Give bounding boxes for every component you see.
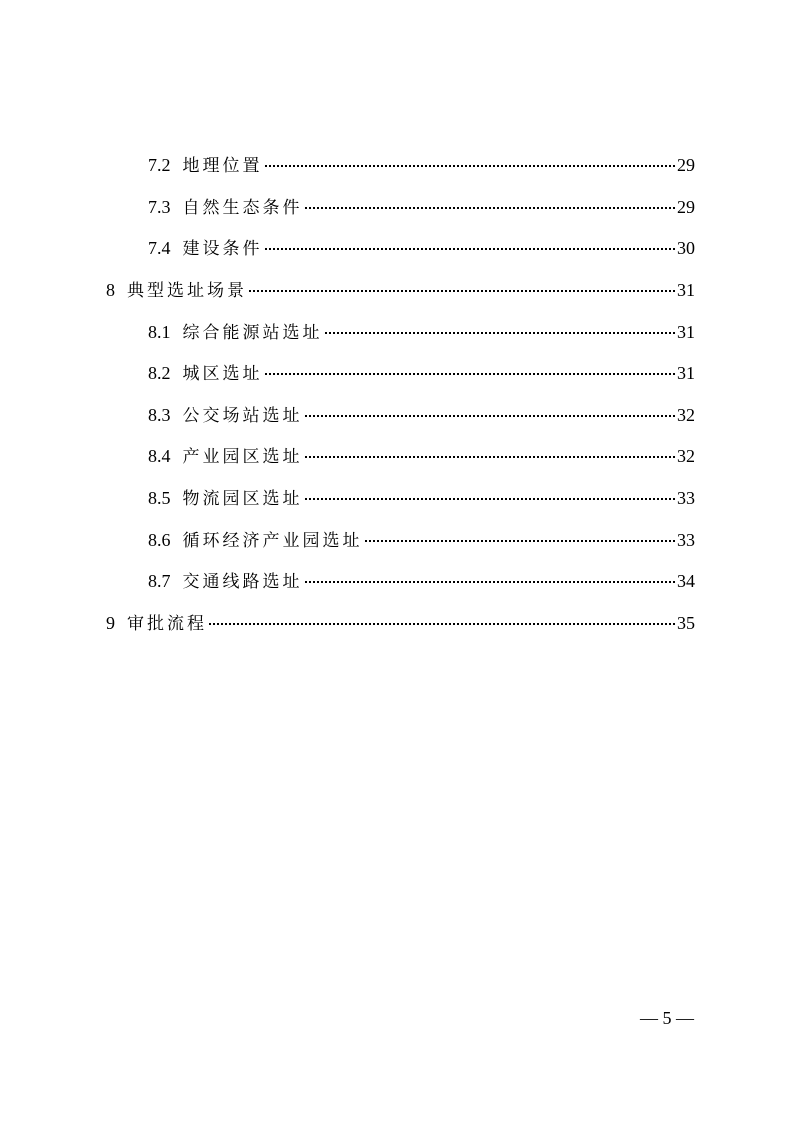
toc-leader-dots — [365, 540, 676, 542]
toc-entry[interactable] — [0, 145, 794, 187]
toc-entry-title: 交通线路选址 — [182, 572, 303, 593]
toc-entry-title: 城区选址 — [182, 364, 263, 385]
toc-leader-dots — [305, 415, 676, 417]
toc-entry-title: 公交场站选址 — [182, 405, 303, 426]
toc-entry-page: 34 — [677, 571, 695, 592]
toc-entry[interactable] — [0, 603, 794, 645]
toc-entry-page: 30 — [677, 238, 695, 259]
toc-entry-title: 产业园区选址 — [182, 447, 303, 468]
page-number: — 5 — — [640, 1008, 694, 1028]
toc-entry-title: 物流园区选址 — [182, 489, 303, 510]
toc-leader-dots — [265, 165, 676, 167]
toc-entry-number: 8.3 — [148, 404, 171, 425]
toc-entry-number: 8.2 — [148, 363, 171, 384]
toc-entry-number: 8.5 — [148, 488, 171, 509]
toc-entry-page: 35 — [677, 612, 695, 633]
toc-entry[interactable] — [0, 395, 794, 437]
toc-entry-number: 8 — [106, 280, 115, 301]
toc-entry-page: 33 — [677, 488, 695, 509]
toc-entry-page: 31 — [677, 280, 695, 301]
toc-leader-dots — [249, 290, 675, 292]
toc-entry-number: 8.7 — [148, 571, 171, 592]
toc-leader-dots — [305, 581, 676, 583]
toc-entry-title: 审批流程 — [127, 613, 207, 634]
toc-entry[interactable] — [0, 519, 794, 561]
toc-leader-dots — [265, 248, 676, 250]
toc-entry-title: 地理位置 — [182, 156, 263, 177]
toc-entry-number: 7.2 — [148, 155, 171, 176]
toc-entry-number: 7.3 — [148, 196, 171, 217]
toc-entry[interactable] — [0, 478, 794, 520]
toc-entry-page: 31 — [677, 363, 695, 384]
toc-entry[interactable] — [0, 353, 794, 395]
toc-entry-title: 典型选址场景 — [127, 281, 247, 302]
toc-leader-dots — [305, 498, 676, 500]
toc-entry[interactable] — [0, 311, 794, 353]
toc-entry[interactable] — [0, 187, 794, 229]
toc-entry-number: 9 — [106, 612, 115, 633]
toc-leader-dots — [265, 373, 676, 375]
toc-entry-page: 32 — [677, 404, 695, 425]
toc-entry-number: 8.6 — [148, 529, 171, 550]
toc-entry[interactable] — [0, 561, 794, 603]
toc-entry-title: 建设条件 — [182, 239, 263, 260]
toc-entry-number: 8.1 — [148, 321, 171, 342]
toc-leader-dots — [325, 332, 676, 334]
toc-entry-title: 循环经济产业园选址 — [182, 530, 363, 551]
toc-leader-dots — [305, 207, 676, 209]
toc-entry-title: 综合能源站选址 — [182, 322, 323, 343]
toc-entry[interactable] — [0, 270, 794, 312]
toc-entry-page: 32 — [677, 446, 695, 467]
toc-entry-page: 29 — [677, 155, 695, 176]
toc-entry-page: 33 — [677, 529, 695, 550]
toc-entry-page: 29 — [677, 196, 695, 217]
toc-entry-number: 7.4 — [148, 238, 171, 259]
toc-entry-title: 自然生态条件 — [182, 197, 303, 218]
toc-leader-dots — [209, 623, 675, 625]
toc-entry[interactable] — [0, 436, 794, 478]
toc-leader-dots — [305, 456, 676, 458]
toc-entry-number: 8.4 — [148, 446, 171, 467]
toc-entry-page: 31 — [677, 321, 695, 342]
toc-entry[interactable] — [0, 228, 794, 270]
table-of-contents — [0, 145, 794, 644]
